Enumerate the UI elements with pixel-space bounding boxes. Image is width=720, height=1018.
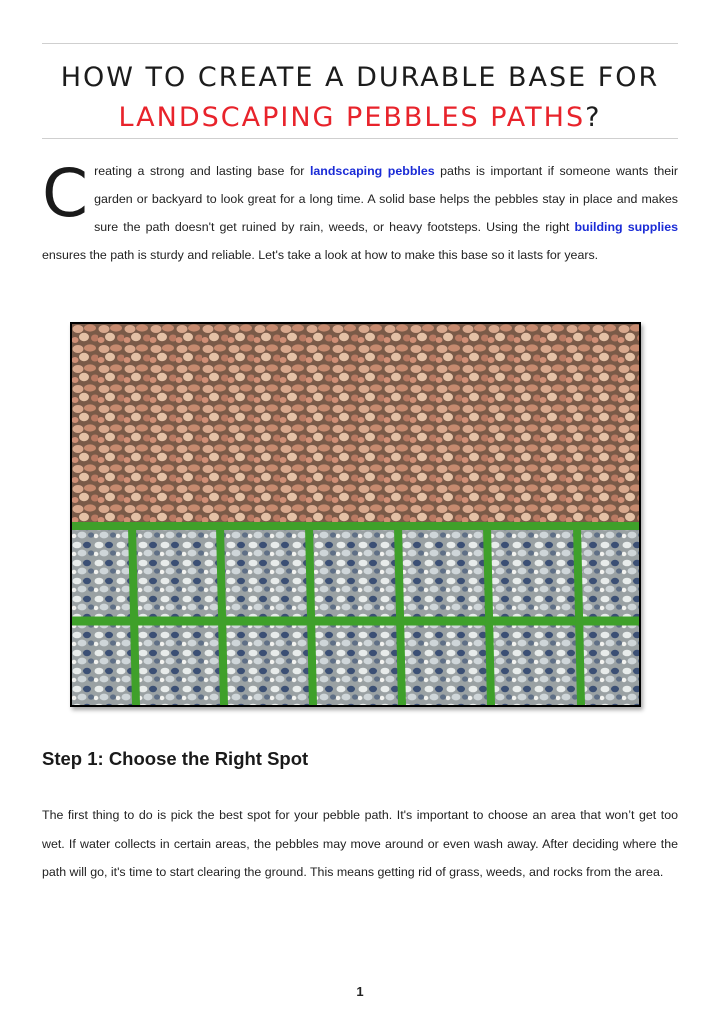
moss-strip	[398, 526, 402, 705]
moss-strip	[577, 526, 581, 705]
building-supplies-link[interactable]: building supplies	[574, 220, 678, 234]
title-divider	[42, 138, 678, 139]
title-question-mark: ?	[585, 102, 602, 133]
moss-strip	[487, 526, 491, 705]
landscaping-pebbles-link[interactable]: landscaping pebbles	[309, 164, 435, 178]
title-line-2-highlight: LANDSCAPING PEBBLES PATHS	[118, 102, 586, 133]
drop-cap: C	[42, 155, 89, 232]
title-line-1: HOW TO CREATE A DURABLE BASE FOR	[60, 62, 660, 93]
page-number: 1	[356, 984, 364, 999]
moss-strip	[132, 526, 136, 705]
moss-strip	[220, 526, 224, 705]
step-1-body: The first thing to do is pick the best spot for your pebble path. It's important to choose an area that won’t get too wet. If water collects in certain areas, the pebbles may move around or even wash away. After deciding where the path will go, it's time to start clearing the ground. This means getting rid of grass, weeds, and rocks from the area.	[42, 808, 678, 879]
top-divider	[42, 43, 678, 44]
pebbles-photo-image	[72, 324, 639, 705]
intro-text-3: ensures the path is sturdy and reliable. Let's take a look at how to make this base so it lasts for years.	[42, 248, 599, 262]
moss-strip	[309, 526, 313, 705]
intro-text-1: reating a strong and lasting base for	[94, 164, 310, 178]
page-title	[42, 58, 678, 138]
intro-text-2: paths is important if someone wants their garden or backyard to look great for a long time. A solid base helps the pebbles stay in place and makes sure the path doesn't get ruined by rain, weeds, or heavy footsteps. Using the right	[94, 164, 678, 234]
pebbles-photo	[70, 322, 641, 707]
intro-paragraph	[42, 157, 678, 269]
step-1-heading: Step 1: Choose the Right Spot	[42, 748, 309, 769]
